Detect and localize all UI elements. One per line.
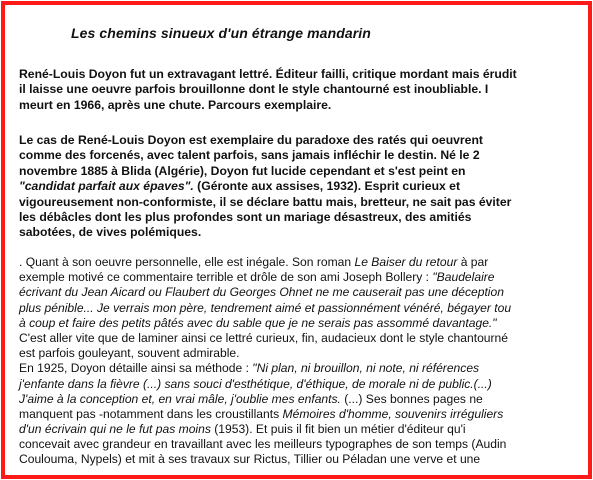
article-frame <box>1 1 592 479</box>
book-title: Le Baiser du retour <box>354 255 458 269</box>
body-line: écrivant du Jean Aicard ou Flaubert du Georges Ohnet ne me causerait pas une déception <box>19 285 504 300</box>
intro-line: les débâcles dont les plus profondes sont un mariage désastreux, des amitiés <box>19 209 472 224</box>
body-text: (...) Ses bonnes pages ne <box>340 391 483 406</box>
body-line <box>19 270 587 285</box>
body-line: plus pénible... Je verrais mon père, tendrement aimé et passionnément vénéré, bégayer tou <box>19 300 512 315</box>
lead-paragraph <box>19 67 587 113</box>
book-title: d'un écrivain qui ne le fut pas moins <box>19 422 211 437</box>
lead-line: René-Louis Doyon fut un extravagant lettré. Éditeur failli, critique mordant mais érudit <box>19 67 517 81</box>
body-paragraph <box>19 255 587 468</box>
intro-paragraph <box>19 133 587 241</box>
body-line <box>19 255 587 270</box>
geronte-ref: (Géronte aux assises, 1932). Esprit curieux et <box>193 179 461 194</box>
body-line: Coulouma, Nypels) et mit à ses travaux sur Rictus, Tillier ou Péladan une verve et une <box>19 452 481 467</box>
body-line <box>19 422 587 437</box>
body-line: j'enfante dans la fièvre (...) sans souci d'esthétique, d'éthique, de morale ni de public.(...) <box>19 376 492 391</box>
body-text: manquent pas -notamment dans les croustillants <box>19 406 283 421</box>
body-line: C'est aller vite que de laminer ainsi ce lettré curieux, fin, audacieux dont le style chantourné <box>19 330 509 345</box>
quote-text: "Baudelaire <box>432 270 495 285</box>
body-line: est parfois gouleyant, souvent admirable. <box>19 346 240 361</box>
intro-line: sabotées, de vives polémiques. <box>19 225 202 240</box>
body-text: . Quant à son oeuvre personnelle, elle est inégale. Son roman <box>19 255 355 269</box>
body-text: (1953). Et puis il fit bien un métier d'éditeur qu'i <box>210 422 466 437</box>
book-title: Mémoires d'homme, souvenirs irréguliers <box>282 406 504 421</box>
body-line: à coup et faire des petits pâtés avec du sable que je ne serais pas assommé davantage." <box>19 315 497 330</box>
intro-line: novembre 1885 à Blida (Algérie), Doyon fut lucide cependant et s'est peint en <box>19 163 466 178</box>
body-text: En 1925, Doyon détaille ainsi sa méthode : <box>19 361 253 376</box>
article-title: Les chemins sinueux d'un étrange mandarin <box>71 25 371 41</box>
body-text: exemple motivé ce commentaire terrible et drôle de son ami Joseph Bollery : <box>19 270 433 285</box>
intro-line: Le cas de René-Louis Doyon est exemplaire du paradoxe des ratés qui oeuvrent <box>19 133 483 147</box>
lead-line: meurt en 1966, après une chute. Parcours exemplaire. <box>19 97 332 112</box>
intro-line: comme des forcenés, avec talent parfois, sans jamais infléchir le destin. Né le 2 <box>19 148 480 163</box>
body-line: concevait avec grandeur en travaillant avec les meilleurs typographes de son temps (Audin <box>19 437 507 452</box>
body-line <box>19 392 587 407</box>
quote-text: J'aime à la conception et, en vrai mâle, j'oublie mes enfants. <box>19 391 341 406</box>
lead-line: il laisse une oeuvre parfois brouillonne dont le style chantourné est inoubliable. I <box>19 82 489 97</box>
body-line <box>19 361 587 376</box>
body-text: à par <box>457 255 489 269</box>
body-line <box>19 407 587 422</box>
intro-line: vigoureusement non-conformiste, il se déclare battu mais, bretteur, ne sait pas éviter <box>19 194 512 209</box>
quote-text: "Ni plan, ni brouillon, ni note, ni références <box>252 361 480 376</box>
quote-candidat: "candidat parfait aux épaves". <box>19 179 194 194</box>
intro-line <box>19 179 587 194</box>
